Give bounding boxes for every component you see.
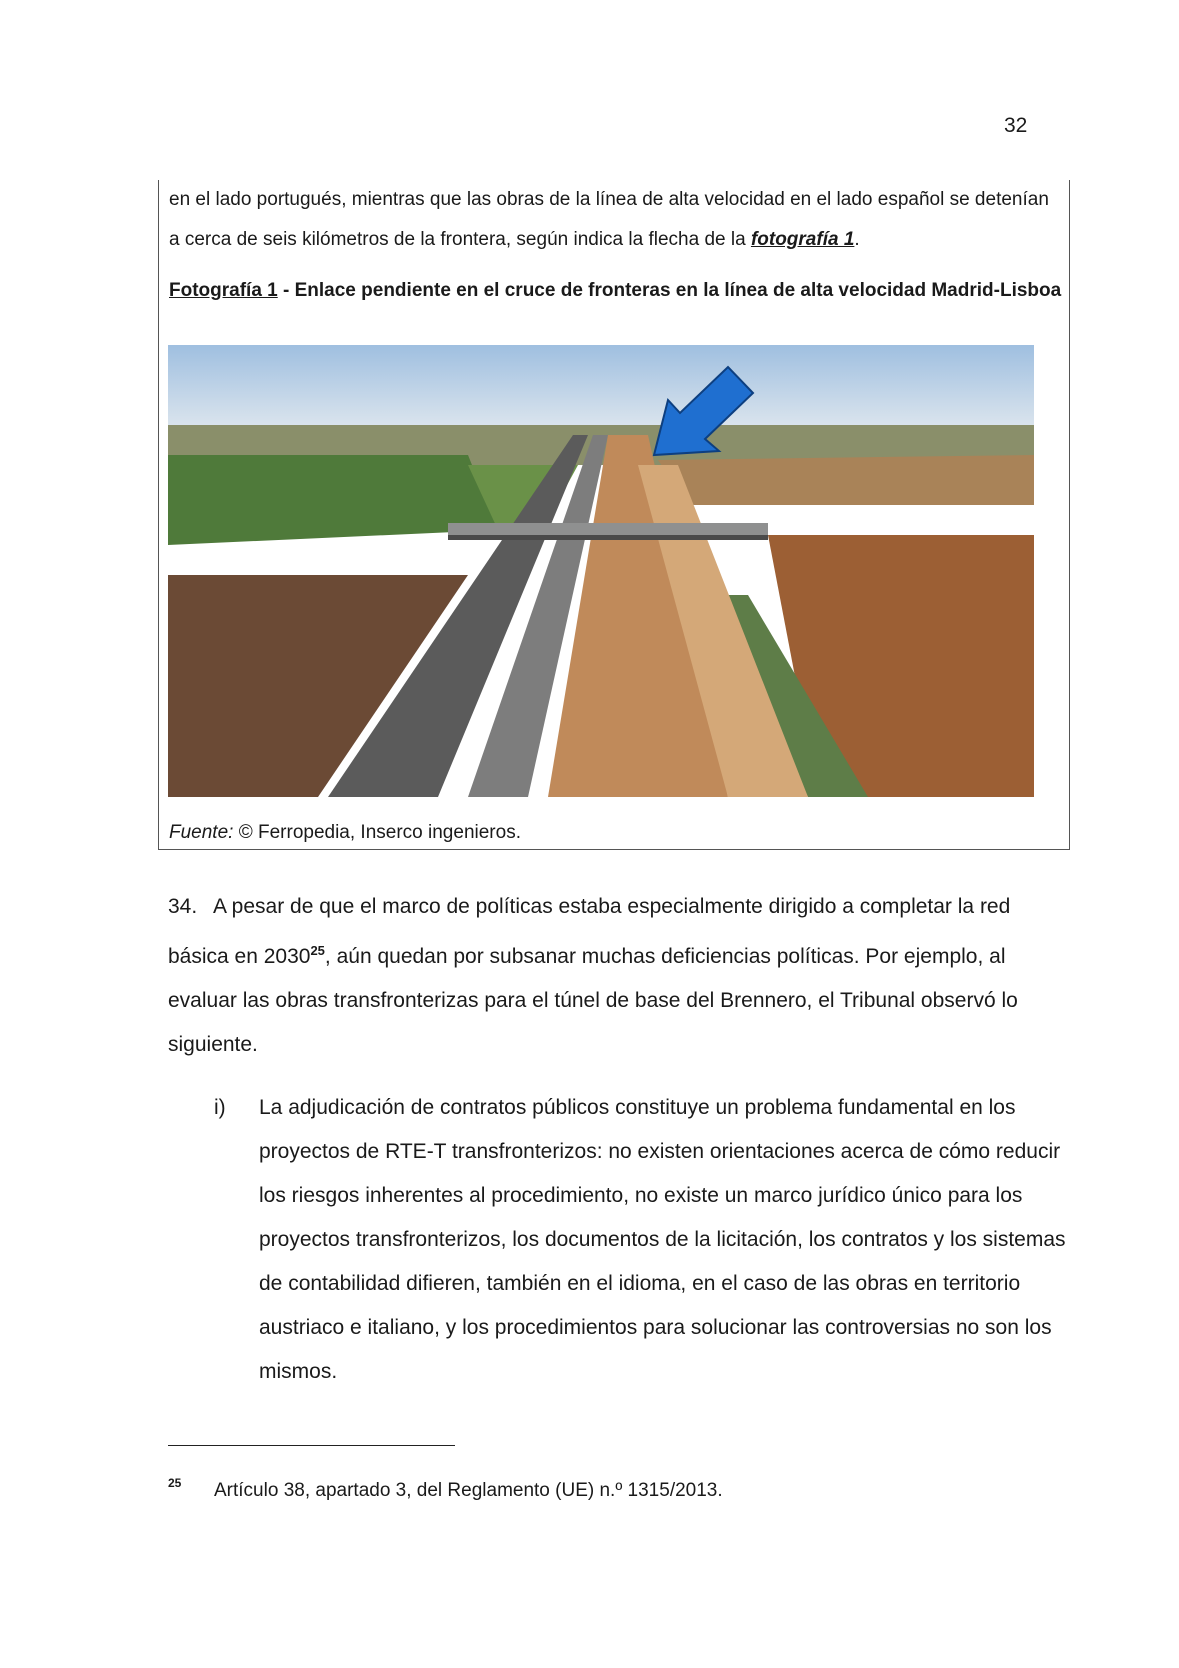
overpass-shadow xyxy=(448,535,768,540)
source-label: Fuente: xyxy=(169,822,234,843)
paragraph-34 xyxy=(168,885,1058,1067)
box-intro-text xyxy=(169,180,1049,260)
box-text-before: en el lado portugués, mientras que las obras de la línea de alta velocidad en el lado español se detenían a cerca de seis kilómetros de la frontera, según indica la flecha de la xyxy=(169,189,1049,250)
caption-label: Fotografía 1 xyxy=(169,280,278,301)
photo-reference-link[interactable]: fotografía 1 xyxy=(750,229,855,250)
photo-caption xyxy=(169,280,1061,302)
caption-text: - Enlace pendiente en el cruce de fronteras en la línea de alta velocidad Madrid-Lisboa xyxy=(277,280,1062,301)
list-item-text: La adjudicación de contratos públicos constituye un problema fundamental en los proyectos de RTE-T transfronterizos: no existen orientaciones acerca de cómo reducir los riesgos inherentes al procedimiento, no existe un marco jurídico único para los proyectos transfronterizos, los documentos de la licitación, los contratos y los sistemas de contabilidad difieren, también en el idioma, en el caso de las obras en territorio austriaco e italiano, y los procedimientos para solucionar las controversias no son los mismos. xyxy=(259,1096,1066,1383)
figure-box xyxy=(158,180,1070,850)
footnote-mark: 25 xyxy=(168,1476,182,1490)
page-number: 32 xyxy=(1004,114,1028,137)
paragraph-text-after: , aún quedan por subsanar muchas deficiencias políticas. Por ejemplo, al evaluar las obras transfronterizas para el túnel de base del Brennero, el Tribunal observó lo siguiente. xyxy=(168,945,1018,1056)
sky xyxy=(168,345,1034,433)
overpass-bridge xyxy=(448,523,768,535)
footnote-text: Artículo 38, apartado 3, del Reglamento (UE) n.º 1315/2013. xyxy=(214,1480,723,1501)
list-item-label: i) xyxy=(214,1096,226,1119)
source-text: © Ferropedia, Inserco ingenieros. xyxy=(233,822,521,843)
paragraph-text-before: A pesar de que el marco de políticas estaba especialmente dirigido a completar la red básica en 2030 xyxy=(168,895,1011,968)
footnote-separator xyxy=(168,1445,455,1446)
box-text-after: . xyxy=(854,229,860,250)
footnote-reference[interactable]: 25 xyxy=(310,943,325,958)
aerial-photo xyxy=(168,345,1034,797)
field-far-right xyxy=(658,455,1034,505)
paragraph-number: 34. xyxy=(168,895,198,918)
photo-source xyxy=(169,822,521,844)
